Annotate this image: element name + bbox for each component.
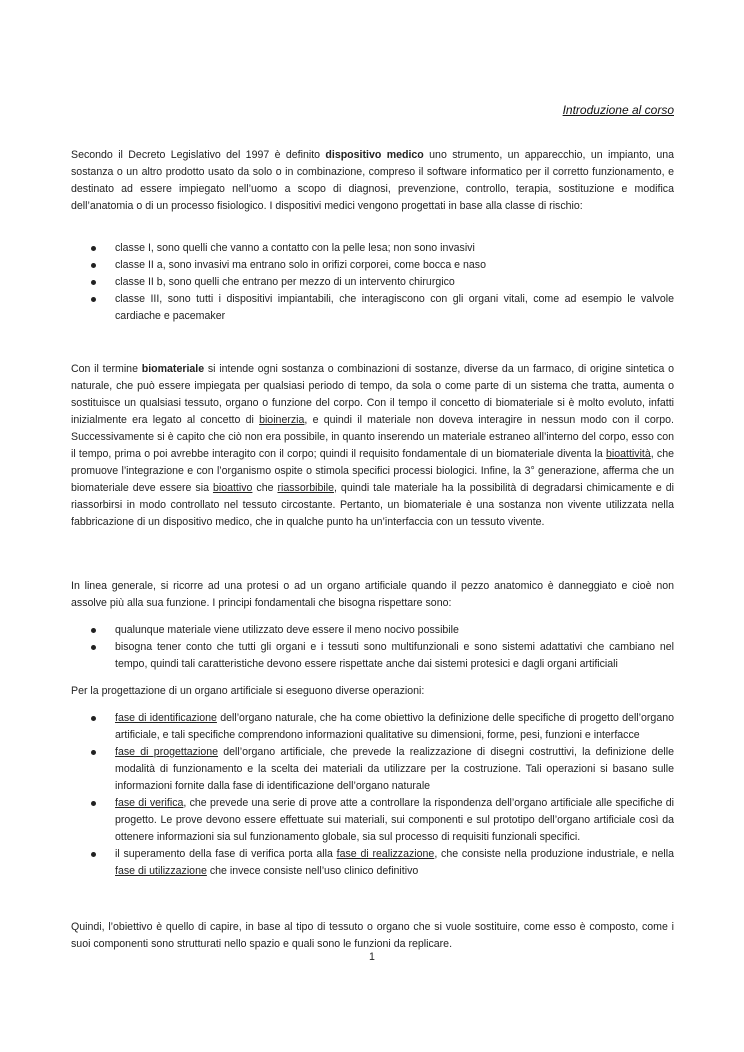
term-fase-realizzazione: fase di realizzazione: [336, 848, 435, 860]
p1-text-a: Secondo il Decreto Legislativo del 1997 è definito: [71, 149, 326, 161]
bullet-icon: [91, 645, 96, 650]
list-item: il superamento della fase di verifica porta alla fase di realizzazione, che consiste nella produzione industriale, e nella fase di utilizzazione che invece consiste nell’uso clinico definitivo: [71, 846, 674, 880]
list-item: bisogna tener conto che tutti gli organi e i tessuti sono multifunzionali e sono sistemi adattativi che cambiano nel tempo, quindi tali caratteristiche devono essere rispettate anche dai sistemi protesici e dagli organi artificiali: [71, 639, 674, 673]
page-heading: Introduzione al corso: [562, 103, 674, 117]
list-item: classe III, sono tutti i dispositivi impiantabili, che interagiscono con gli organi vitali, come ad esempio le valvole cardiache e pacemaker: [71, 291, 674, 325]
list-item: classe II a, sono invasivi ma entrano solo in orifizi corporei, come bocca e naso: [71, 257, 674, 274]
risk-class-list: [71, 240, 674, 325]
term-biomateriale: biomateriale: [141, 363, 205, 375]
bullet-icon: [91, 801, 96, 806]
bullet-icon: [91, 280, 96, 285]
list-item: qualunque materiale viene utilizzato deve essere il meno nocivo possibile: [71, 622, 674, 639]
list-item: fase di progettazione dell’organo artificiale, che prevede la realizzazione di disegni costruttivi, la definizione delle modalità di funzionamento e la scelta dei materiali da utilizzare per la costruzione. Tali operazioni si basano sulle informazioni fornite dalla fase di identificazione dell’organo naturale: [71, 744, 674, 795]
phases-list: [71, 710, 674, 880]
bullet-icon: [91, 750, 96, 755]
term-dispositivo-medico: dispositivo medico: [325, 149, 424, 161]
term-riassorbibile: riassorbibile: [277, 482, 334, 494]
paragraph-biomateriale: Con il termine biomateriale si intende ogni sostanza o combinazioni di sostanze, diverse da un farmaco, di origine sintetica o naturale, che può essere impiegata per qualsiasi periodo di tempo, da sola o come parte di un sistema che tratta, aumenta o sostituisce un qualsiasi tessuto, organo o funzione del corpo. Con il tempo il concetto di biomateriale si è molto evoluto, infatti inizialmente era legato al concetto di bioinerzia, e quindi il materiale non doveva interagire in nessun modo con il corpo. Successivamente si è capito che ciò non era possibile, in quanto inserendo un materiale estraneo all’interno del corpo, esso con il tempo, prima o poi avrebbe interagito con il corpo; quindi il requisito fondamentale di un biomateriale diventa la bioattività, che promuove l’integrazione e con l’organismo ospite o stimola specifici processi biologici. Infine, la 3° generazione, afferma che un biomateriale deve essere sia bioattivo che riassorbibile, quindi tale materiale ha la possibilità di degradarsi chimicamente e di riassorbirsi in modo controllato nel tessuto circostante. Pertanto, un biomateriale è una sostanza non vivente utilizzata nella fabbricazione di un dispositivo medico, che in qualche punto ha un’interfaccia con un tessuto vivente.: [71, 363, 674, 528]
list-item: fase di identificazione dell’organo naturale, che ha come obiettivo la definizione delle specifiche di progetto dell’organo artificiale, e tali specifiche comprendono informazioni qualitative su dimensioni, forme, pesi, funzioni e interfacce: [71, 710, 674, 744]
bullet-icon: [91, 716, 96, 721]
bullet-icon: [91, 852, 96, 857]
paragraph-protesi: In linea generale, si ricorre ad una protesi o ad un organo artificiale quando il pezzo anatomico è danneggiato e cioè non assolve più alla sua funzione. I principi fondamentali che bisogna rispettare sono:: [71, 580, 674, 609]
term-fase-progettazione: fase di progettazione: [115, 746, 218, 758]
page-number: 1: [369, 951, 375, 963]
list-item: fase di verifica, che prevede una serie di prove atte a controllare la rispondenza dell’organo artificiale alle specifiche di progetto. Le prove devono essere effettuate sui materiali, sui componenti e sul prototipo dell’organo artificiale così da ottenere informazioni sia sul funzionamento globale, sia sul processo di requisiti funzionali specifici.: [71, 795, 674, 846]
p1-text-b: uno strumento, un apparecchio, un impianto, una sostanza o un altro prodotto usato da solo o in combinazione, compreso il software informatico per il corretto funzionamento, e destinato ad essere impiegato nell’uomo a scopo di diagnosi, prevenzione, controllo, terapia, sostituzione e modifica dell’anatomia o di un processo fisiologico. I dispositivi medici vengono progettati in base alla classe di rischio:: [71, 149, 675, 212]
bullet-icon: [91, 246, 96, 251]
term-fase-identificazione: fase di identificazione: [115, 712, 217, 724]
term-fase-verifica: fase di verifica: [115, 797, 184, 809]
paragraph-conclusione: Quindi, l’obiettivo è quello di capire, in base al tipo di tessuto o organo che si vuole sostituire, come esso è composto, come i suoi componenti sono strutturati nello spazio e quali sono le funzioni da replicare.: [71, 921, 674, 950]
term-bioinerzia: bioinerzia: [259, 414, 305, 426]
paragraph-dispositivo-medico: [71, 147, 674, 215]
principles-list: [71, 622, 674, 673]
term-fase-utilizzazione: fase di utilizzazione: [115, 865, 207, 877]
list-item: classe II b, sono quelli che entrano per mezzo di un intervento chirurgico: [71, 274, 674, 291]
bullet-icon: [91, 297, 96, 302]
term-bioattivita: bioattività: [606, 448, 651, 460]
list-item: classe I, sono quelli che vanno a contatto con la pelle lesa; non sono invasivi: [71, 240, 674, 257]
bullet-icon: [91, 628, 96, 633]
bullet-icon: [91, 263, 96, 268]
paragraph-progettazione: Per la progettazione di un organo artificiale si eseguono diverse operazioni:: [71, 685, 425, 697]
term-bioattivo: bioattivo: [212, 482, 253, 494]
